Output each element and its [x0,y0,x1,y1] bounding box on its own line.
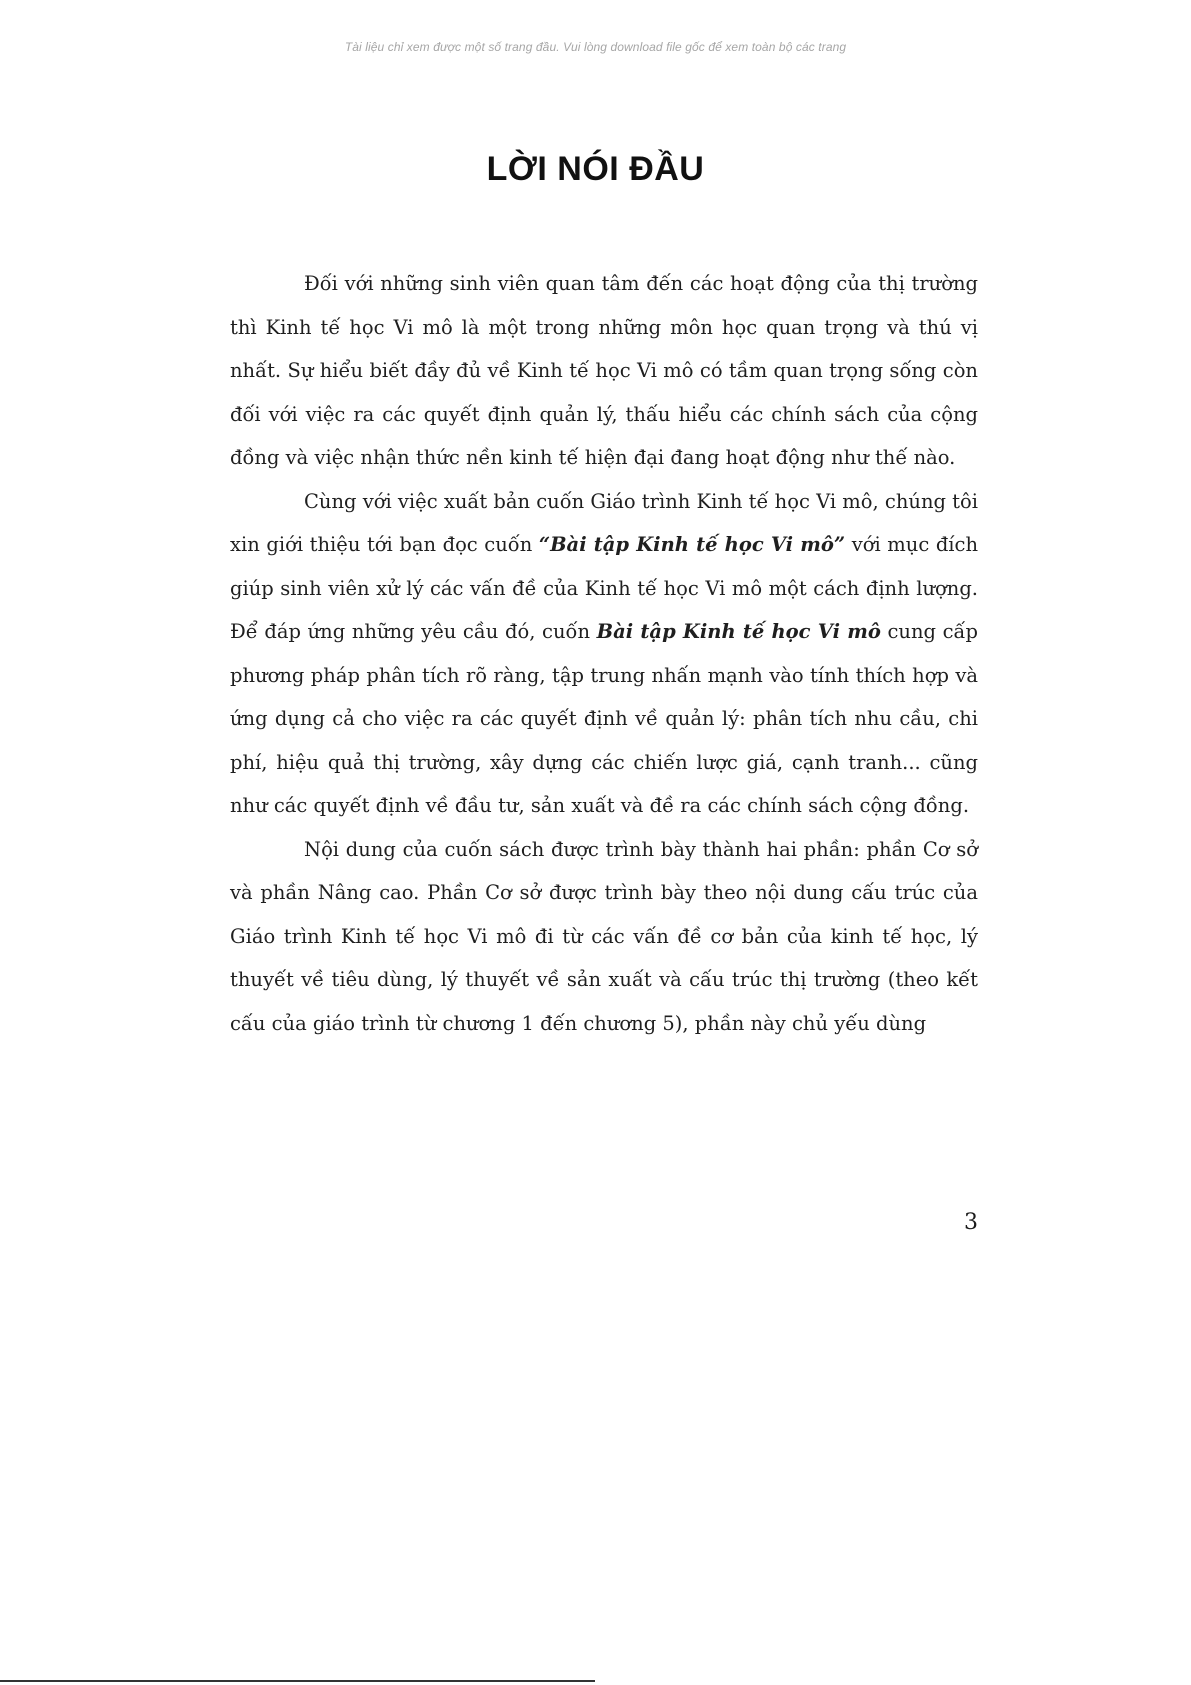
paragraph-3: Nội dung của cuốn sách được trình bày thành hai phần: phần Cơ sở và phần Nâng cao. Phần Cơ sở được trình bày theo nội dung cấu trúc của Giáo trình Kinh tế học Vi mô đi từ các vấn đề cơ bản của kinh tế học, lý thuyết về tiêu dùng, lý thuyết về sản xuất và cấu trúc thị trường (theo kết cấu của giáo trình từ chương 1 đến chương 5), phần này chủ yếu dùng [230,837,978,1035]
book-title: Bài tập Kinh tế học Vi mô [596,620,881,643]
book-title-quoted: “Bài tập Kinh tế học Vi mô” [538,533,846,556]
preface-body [230,262,978,1045]
footer-divider [0,1680,595,1682]
paragraph-2-part-3: cung cấp phương pháp phân tích rõ ràng, tập trung nhấn mạnh vào tính thích hợp và ứng dụng cả cho việc ra các quyết định về quản lý: phân tích nhu cầu, chi phí, hiệu quả thị trường, xây dựng các chiến lược giá, cạnh tranh... cũng như các quyết định về đầu tư, sản xuất và đề ra các chính sách cộng đồng. [230,620,978,817]
page-title: LỜI NÓI ĐẦU [486,150,705,188]
page-number: 3 [964,1210,978,1235]
paragraph-1: Đối với những sinh viên quan tâm đến các hoạt động của thị trường thì Kinh tế học Vi mô là một trong những môn học quan trọng và thú vị nhất. Sự hiểu biết đầy đủ về Kinh tế học Vi mô có tầm quan trọng sống còn đối với việc ra các quyết định quản lý, thấu hiểu các chính sách của cộng đồng và việc nhận thức nền kinh tế hiện đại đang hoạt động như thế nào. [230,272,978,469]
paragraph-2-part-1: Cùng với việc xuất bản cuốn Giáo trình Kinh tế học Vi mô, chúng tôi xin giới thiệu tới bạn đọc cuốn [230,489,978,556]
preview-notice: Tài liệu chỉ xem được một số trang đầu. Vui lòng download file gốc để xem toàn bộ các trang [344,40,847,54]
paragraph-2-part-2: với mục đích giúp sinh viên xử lý các vấn đề của Kinh tế học Vi mô một cách định lượng. Để đáp ứng những yêu cầu đó, cuốn [230,533,979,643]
paragraph-2 [230,480,978,828]
